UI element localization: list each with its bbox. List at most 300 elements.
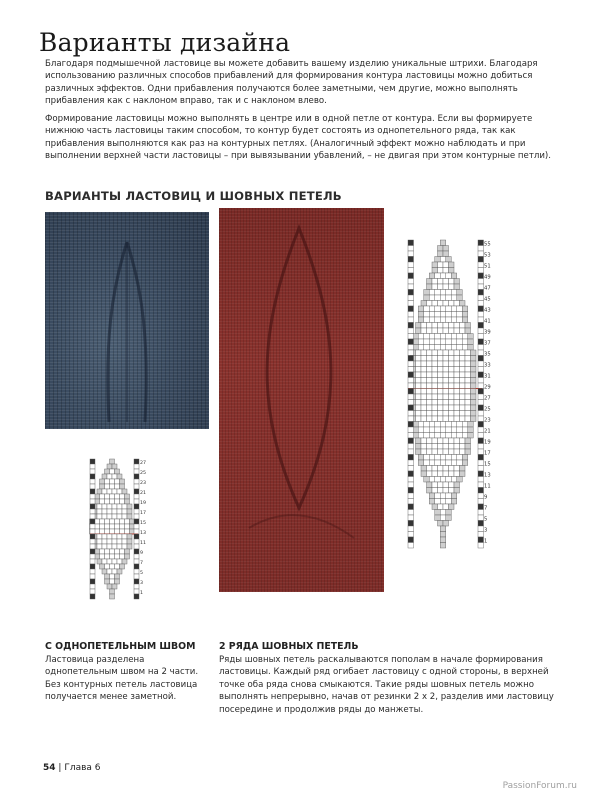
large-chart-cell: [427, 389, 433, 395]
small-chart-cell: [110, 589, 115, 594]
large-chart-cell: [427, 394, 433, 400]
page-footer: [43, 763, 101, 773]
large-chart-cell: [449, 356, 455, 362]
large-chart-cell: [421, 416, 427, 422]
large-chart-cell: [443, 251, 449, 257]
large-chart-cell: [457, 433, 463, 439]
large-chart-side-cell: [408, 279, 414, 285]
large-chart-cell: [429, 273, 435, 279]
section-heading: ВАРИАНТЫ ЛАСТОВИЦ И ШОВНЫХ ПЕТЕЛЬ: [45, 189, 342, 203]
large-chart-cell: [443, 405, 449, 411]
small-chart-cell: [95, 529, 100, 534]
large-chart-cell: [438, 438, 444, 444]
large-chart-cell: [427, 301, 433, 307]
large-chart-cell: [424, 339, 430, 345]
large-chart-cell: [438, 372, 444, 378]
small-chart-cell: [127, 504, 132, 509]
small-chart-cell: [117, 509, 122, 514]
small-chart-side-cell: [90, 589, 95, 594]
small-chart-cell: [112, 489, 117, 494]
large-chart-cell: [457, 460, 463, 466]
large-chart-cell: [424, 477, 430, 483]
large-chart-cell: [432, 372, 438, 378]
large-chart-cell: [440, 295, 446, 301]
large-chart-cell: [460, 405, 466, 411]
small-chart-cell: [107, 544, 112, 549]
large-chart-cell: [435, 306, 441, 312]
large-chart-cell: [446, 433, 452, 439]
large-chart-cell: [468, 427, 474, 433]
large-chart-cell: [416, 378, 422, 384]
small-chart-cell: [117, 514, 122, 519]
large-chart-row-number: 3: [484, 527, 488, 534]
large-chart-side-cell: [478, 499, 484, 505]
large-chart-row-number: 25: [484, 406, 491, 413]
small-chart-cell: [115, 494, 120, 499]
large-chart-row-number: 1: [484, 538, 488, 545]
small-chart-cell: [112, 539, 117, 544]
small-chart-row-number: 27: [140, 461, 147, 466]
large-chart-cell: [454, 328, 460, 334]
small-chart-side-cell: [134, 524, 139, 529]
large-chart-cell: [435, 339, 441, 345]
large-chart-cell: [446, 499, 452, 505]
small-chart-side-cell: [134, 589, 139, 594]
large-chart-cell: [432, 328, 438, 334]
large-chart-cell: [454, 350, 460, 356]
large-chart-cell: [454, 482, 460, 488]
large-chart-cell: [438, 251, 444, 257]
small-chart-cell: [107, 464, 112, 469]
small-chart-cell: [110, 484, 115, 489]
large-chart-cell: [438, 444, 444, 450]
large-chart-cell: [438, 350, 444, 356]
small-chart-side-cell: [90, 509, 95, 514]
large-chart-cell: [427, 466, 433, 472]
large-chart-side-cell: [408, 251, 414, 257]
large-chart-cell: [443, 482, 449, 488]
large-chart-cell: [449, 361, 455, 367]
large-chart-cell: [416, 356, 422, 362]
large-chart-cell: [429, 312, 435, 318]
small-chart-row-number: 3: [140, 581, 144, 586]
large-chart-cell: [443, 449, 449, 455]
large-chart-cell: [424, 455, 430, 461]
large-chart-cell: [471, 394, 477, 400]
small-chart-cell: [100, 484, 105, 489]
small-chart-cell: [130, 519, 135, 524]
large-chart-cell: [457, 317, 463, 323]
large-chart-cell: [432, 301, 438, 307]
large-chart-side-cell: [478, 273, 484, 279]
large-chart-cell: [454, 400, 460, 406]
large-chart-side-cell: [478, 301, 484, 307]
large-chart-cell: [449, 367, 455, 373]
large-chart-cell: [438, 449, 444, 455]
large-chart-side-cell: [408, 477, 414, 483]
large-chart-cell: [440, 543, 446, 549]
large-chart-cell: [460, 389, 466, 395]
large-chart-cell: [443, 416, 449, 422]
large-chart-cell: [435, 455, 441, 461]
large-chart-cell: [427, 444, 433, 450]
large-chart-cell: [416, 400, 422, 406]
large-chart-cell: [429, 317, 435, 323]
large-chart-cell: [454, 356, 460, 362]
large-chart-cell: [416, 383, 422, 389]
large-chart-side-cell: [478, 323, 484, 329]
large-chart-cell: [462, 339, 468, 345]
large-chart-cell: [443, 466, 449, 472]
large-chart-cell: [432, 389, 438, 395]
small-chart-side-cell: [134, 489, 139, 494]
large-chart-side-cell: [478, 455, 484, 461]
small-chart-cell: [115, 574, 120, 579]
large-chart-side-cell: [478, 251, 484, 257]
large-chart-row-number: 41: [484, 318, 491, 325]
large-chart-cell: [460, 411, 466, 417]
small-chart-row-number: 13: [140, 531, 147, 536]
large-chart-cell: [429, 306, 435, 312]
large-chart-cell: [465, 367, 471, 373]
large-chart-side-cell: [408, 471, 414, 477]
large-chart-cell: [443, 378, 449, 384]
small-chart-cell: [102, 474, 107, 479]
large-chart-cell: [440, 345, 446, 351]
small-chart-cell: [120, 554, 125, 559]
small-chart-side-cell: [134, 549, 139, 554]
small-chart-cell: [95, 524, 100, 529]
small-chart-side-cell: [90, 504, 95, 509]
small-chart-cell: [115, 524, 120, 529]
large-chart-cell: [460, 449, 466, 455]
small-chart-cell: [127, 544, 132, 549]
large-chart-cell: [443, 361, 449, 367]
large-chart-row-number: 9: [484, 494, 488, 501]
small-chart-cell: [120, 494, 125, 499]
small-chart-cell: [107, 559, 112, 564]
large-chart-cell: [462, 433, 468, 439]
large-chart-cell: [438, 323, 444, 329]
large-chart-cell: [443, 504, 449, 510]
small-chart-cell: [125, 554, 130, 559]
large-chart-cell: [438, 328, 444, 334]
large-chart-cell: [457, 312, 463, 318]
large-chart-cell: [429, 290, 435, 296]
large-chart-cell: [443, 488, 449, 494]
small-chart-cell: [112, 514, 117, 519]
large-chart-cell: [460, 394, 466, 400]
large-chart-cell: [438, 400, 444, 406]
large-chart-cell: [424, 295, 430, 301]
small-chart-side-cell: [134, 514, 139, 519]
small-chart-cell: [122, 504, 127, 509]
small-chart-cell: [125, 494, 130, 499]
large-chart-cell: [416, 449, 422, 455]
large-chart-side-cell: [408, 510, 414, 516]
large-chart-cell: [440, 339, 446, 345]
large-chart-cell: [471, 411, 477, 417]
large-chart-cell: [421, 389, 427, 395]
large-chart-cell: [427, 378, 433, 384]
large-chart-side-cell: [478, 422, 484, 428]
large-chart-cell: [429, 455, 435, 461]
large-chart-side-cell: [478, 295, 484, 301]
large-chart-cell: [421, 301, 427, 307]
large-chart-cell: [421, 372, 427, 378]
small-chart-side-cell: [134, 459, 139, 464]
large-chart-side-cell: [408, 262, 414, 268]
large-chart-cell: [443, 367, 449, 373]
large-chart-side-cell: [408, 328, 414, 334]
large-chart-cell: [465, 323, 471, 329]
large-chart-cell: [424, 334, 430, 340]
large-chart-cell: [460, 328, 466, 334]
large-chart-cell: [424, 317, 430, 323]
small-chart-cell: [102, 534, 107, 539]
large-chart-cell: [440, 240, 446, 246]
small-chart-cell: [120, 529, 125, 534]
large-chart-cell: [457, 455, 463, 461]
page-number: 54: [43, 763, 56, 773]
large-chart-side-cell: [408, 482, 414, 488]
large-chart-cell: [440, 515, 446, 521]
large-chart-cell: [462, 460, 468, 466]
small-chart-side-cell: [134, 504, 139, 509]
small-chart-side-cell: [90, 484, 95, 489]
large-chart-cell: [418, 312, 424, 318]
small-chart-cell: [115, 579, 120, 584]
large-chart-cell: [418, 334, 424, 340]
large-chart-cell: [427, 438, 433, 444]
large-chart-cell: [438, 268, 444, 274]
small-chart-cell: [112, 464, 117, 469]
large-chart-cell: [438, 416, 444, 422]
large-chart-cell: [443, 394, 449, 400]
large-chart-side-cell: [478, 356, 484, 362]
small-chart-row-number: 9: [140, 551, 144, 556]
large-chart-cell: [471, 416, 477, 422]
large-chart-cell: [451, 317, 457, 323]
large-chart-side-cell: [408, 411, 414, 417]
small-chart-cell: [102, 489, 107, 494]
large-chart-cell: [451, 455, 457, 461]
large-chart-side-cell: [478, 510, 484, 516]
large-chart-side-cell: [478, 383, 484, 389]
large-chart-cell: [446, 460, 452, 466]
large-chart-cell: [424, 422, 430, 428]
large-chart-side-cell: [478, 411, 484, 417]
large-chart-side-cell: [478, 433, 484, 439]
large-chart-cell: [446, 515, 452, 521]
large-chart-cell: [449, 466, 455, 472]
small-chart-cell: [110, 499, 115, 504]
red-gusset-outline: [219, 208, 384, 592]
large-chart-cell: [451, 477, 457, 483]
large-chart-side-cell: [478, 444, 484, 450]
footer-separator: |: [58, 763, 62, 773]
large-chart-side-cell: [478, 312, 484, 318]
large-chart-row-number: 5: [484, 516, 488, 523]
large-chart-side-cell: [408, 422, 414, 428]
small-chart-cell: [95, 499, 100, 504]
large-chart-side-cell: [408, 444, 414, 450]
large-chart-side-cell: [478, 477, 484, 483]
large-chart-cell: [416, 372, 422, 378]
large-chart-cell: [421, 367, 427, 373]
large-chart-cell: [460, 361, 466, 367]
small-chart-cell: [122, 544, 127, 549]
large-chart-cell: [429, 345, 435, 351]
large-chart-cell: [429, 427, 435, 433]
large-chart-cell: [435, 312, 441, 318]
large-chart-cell: [432, 438, 438, 444]
small-chart-row-number: 25: [140, 471, 147, 476]
large-chart-side-cell: [478, 350, 484, 356]
large-chart-cell: [449, 482, 455, 488]
large-chart-cell: [468, 339, 474, 345]
small-chart-side-cell: [90, 474, 95, 479]
large-chart-cell: [454, 394, 460, 400]
large-chart-side-cell: [408, 532, 414, 538]
small-chart-cell: [115, 549, 120, 554]
large-chart-cell: [465, 328, 471, 334]
small-chart-cell: [117, 489, 122, 494]
small-chart-cell: [110, 459, 115, 464]
large-chart-side-cell: [408, 257, 414, 263]
small-chart-cell: [107, 474, 112, 479]
large-chart-cell: [443, 268, 449, 274]
small-chart-side-cell: [134, 584, 139, 589]
small-chart-side-cell: [90, 459, 95, 464]
small-chart-cell: [122, 534, 127, 539]
large-chart-side-cell: [408, 389, 414, 395]
small-chart-cell: [115, 554, 120, 559]
large-chart-cell: [429, 433, 435, 439]
small-chart-side-cell: [134, 534, 139, 539]
large-chart-cell: [449, 284, 455, 290]
large-chart-cell: [435, 345, 441, 351]
large-chart-cell: [471, 400, 477, 406]
small-chart-cell: [127, 509, 132, 514]
large-chart-cell: [457, 334, 463, 340]
large-chart-cell: [416, 444, 422, 450]
large-chart-cell: [416, 389, 422, 395]
large-chart-cell: [440, 317, 446, 323]
small-chart-cell: [107, 569, 112, 574]
large-chart-cell: [449, 378, 455, 384]
large-chart-cell: [418, 422, 424, 428]
small-chart-cell: [107, 504, 112, 509]
large-chart-cell: [443, 323, 449, 329]
large-chart-row-number: 13: [484, 472, 491, 479]
large-chart-cell: [429, 493, 435, 499]
small-chart-cell: [115, 499, 120, 504]
large-chart-side-cell: [478, 488, 484, 494]
large-chart-cell: [460, 438, 466, 444]
small-chart-row-number: 11: [140, 541, 147, 546]
large-chart-cell: [471, 389, 477, 395]
large-chart-cell: [432, 466, 438, 472]
large-chart-side-cell: [408, 521, 414, 527]
large-chart-cell: [416, 323, 422, 329]
large-chart-cell: [427, 488, 433, 494]
large-chart-cell: [446, 306, 452, 312]
large-chart-cell: [427, 449, 433, 455]
small-chart-cell: [122, 559, 127, 564]
large-chart-cell: [429, 339, 435, 345]
small-chart-cell: [115, 519, 120, 524]
large-chart-cell: [462, 422, 468, 428]
large-chart-side-cell: [408, 240, 414, 246]
large-chart-cell: [451, 339, 457, 345]
large-chart-row-number: 31: [484, 373, 491, 380]
large-chart-cell: [454, 378, 460, 384]
large-chart-cell: [432, 378, 438, 384]
small-chart-cell: [95, 549, 100, 554]
large-chart-cell: [435, 317, 441, 323]
large-chart-cell: [449, 323, 455, 329]
large-chart-side-cell: [408, 378, 414, 384]
large-chart-side-cell: [408, 284, 414, 290]
large-chart-side-cell: [478, 405, 484, 411]
large-chart-cell: [438, 504, 444, 510]
large-chart-cell: [424, 460, 430, 466]
small-chart-cell: [125, 524, 130, 529]
large-chart-cell: [449, 279, 455, 285]
large-chart-cell: [438, 482, 444, 488]
large-chart-side-cell: [478, 290, 484, 296]
large-chart-side-cell: [408, 488, 414, 494]
large-chart-cell: [429, 499, 435, 505]
large-chart-cell: [465, 394, 471, 400]
large-chart-side-cell: [478, 389, 484, 395]
caption-left-heading: С ОДНОПЕТЕЛЬНЫМ ШВОМ: [45, 641, 196, 652]
large-chart-cell: [449, 301, 455, 307]
large-chart-cell: [440, 273, 446, 279]
large-chart-cell: [457, 290, 463, 296]
large-chart-cell: [432, 400, 438, 406]
large-chart-cell: [449, 449, 455, 455]
large-chart-cell: [446, 345, 452, 351]
large-chart-cell: [432, 361, 438, 367]
small-chart-cell: [120, 564, 125, 569]
small-chart-cell: [110, 529, 115, 534]
large-chart-cell: [457, 427, 463, 433]
large-chart-cell: [438, 378, 444, 384]
large-chart-row-number: 15: [484, 461, 491, 468]
large-chart-cell: [443, 521, 449, 527]
small-chart-side-cell: [90, 534, 95, 539]
large-chart-side-cell: [408, 345, 414, 351]
large-chart-cell: [438, 246, 444, 252]
large-chart-cell: [454, 361, 460, 367]
large-chart-cell: [465, 383, 471, 389]
small-chart-cell: [117, 569, 122, 574]
large-chart-cell: [432, 394, 438, 400]
large-chart-cell: [429, 477, 435, 483]
large-chart-cell: [443, 372, 449, 378]
large-chart-cell: [427, 372, 433, 378]
large-chart-side-cell: [408, 400, 414, 406]
large-chart-cell: [432, 488, 438, 494]
large-chart-cell: [454, 471, 460, 477]
small-chart-cell: [120, 484, 125, 489]
large-chart-row-number: 53: [484, 252, 491, 259]
small-chart-row-number: 15: [140, 521, 147, 526]
large-chart-cell: [432, 482, 438, 488]
large-chart-cell: [449, 394, 455, 400]
